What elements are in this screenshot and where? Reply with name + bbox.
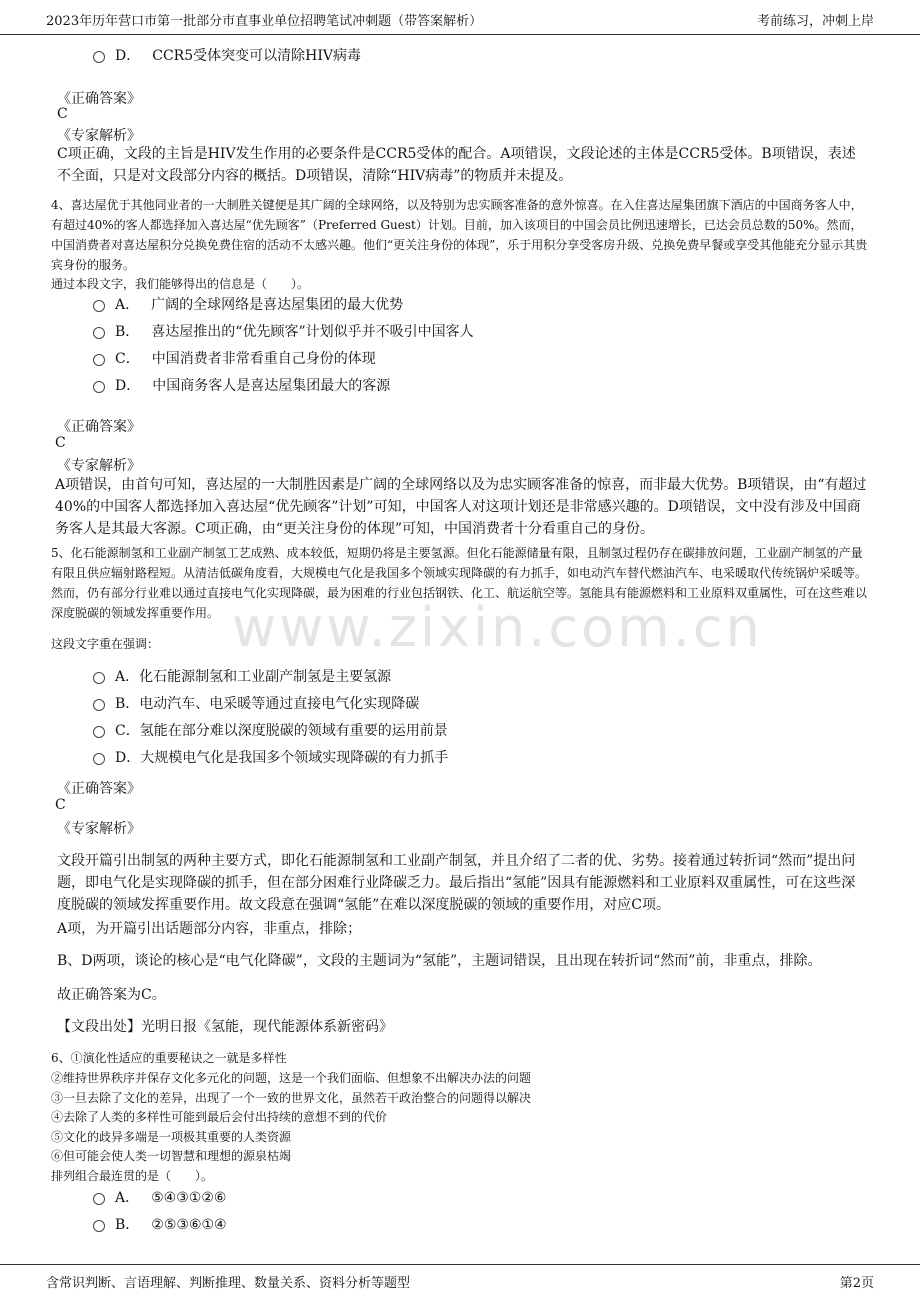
radio-icon[interactable] — [93, 327, 105, 339]
q5-option-d[interactable]: D．大规模电气化是我国多个领域实现降碳的有力抓手 — [93, 746, 448, 770]
q4-option-b[interactable]: B． 喜达屋推出的“优先顾客”计划似乎并不吸引中国客人 — [93, 320, 474, 344]
analysis-paragraph: B、D两项，谈论的核心是“电气化降碳”，文段的主题词为“氢能”，主题词错误，且出现在转折词“然而”前，非重点，排除。 — [57, 953, 822, 969]
radio-icon[interactable] — [93, 699, 105, 711]
radio-icon[interactable] — [93, 672, 105, 684]
question-stem: 6、①演化性适应的重要秘诀之一就是多样性 — [51, 1051, 287, 1065]
q3-option-d[interactable]: D． CCR5受体突变可以清除HIV病毒 — [93, 44, 361, 68]
question-line: ⑥但可能会使人类一切智慧和理想的源泉枯竭 — [51, 1149, 292, 1163]
radio-icon[interactable] — [93, 381, 105, 393]
question-stem: 4、喜达屋优于其他同业者的一大制胜关键便是其广阔的全球网络，以及特别为忠实顾客准备的意外惊喜。在入住喜达屋集团旗下酒店的中国商务客人中，有超过40%的客人都选择加入喜达屋“优先顾客”（Preferred Guest）计划。目前，加入该项目的中国会员比例迅速增长，已达会员总数的50%。然而，中国消费者对喜达屋积分兑换免费住宿的活动不太感兴趣。他们“更关注身份的体现”，乐于用积分享受客房升级、兑换免费早餐或享受其他能充分显示其贵宾身份的服务。 — [51, 198, 868, 272]
question-prompt: 通过本段文字，我们能够得出的信息是（ ）。 — [51, 277, 310, 291]
q4-option-c[interactable]: C． 中国消费者非常看重自己身份的体现 — [93, 347, 376, 371]
q5-option-c[interactable]: C．氢能在部分难以深度脱碳的领域有重要的运用前景 — [93, 719, 448, 743]
radio-icon[interactable] — [93, 753, 105, 765]
header-tagline: 考前练习，冲刺上岸 — [756, 14, 874, 29]
page-header — [0, 0, 920, 35]
answer-label: 《正确答案》 — [57, 91, 141, 107]
question-stem: 5、化石能源制氢和工业副产制氢工艺成熟、成本较低，短期仍将是主要氢源。但化石能源储量有限，且制氢过程仍存在碳排放问题，工业副产制氢的产量有限且供应辐射路程短。从清洁低碳角度看，大规模电气化是我国多个领域实现降碳的有力抓手，如电动汽车替代燃油汽车、电采暖取代传统锅炉采暖等。然而，仍有部分行业难以通过直接电气化实现降碳，最为困难的行业包括钢铁、化工、航运航空等。氢能具有能源燃料和工业原料双重属性，可在这些难以深度脱碳的领域发挥重要作用。 — [51, 546, 868, 620]
radio-icon[interactable] — [93, 726, 105, 738]
question-line: ④去除了人类的多样性可能到最后会付出持续的意想不到的代价 — [51, 1110, 388, 1124]
radio-icon[interactable] — [93, 1220, 105, 1232]
answer-label: 《正确答案》 — [57, 419, 141, 435]
analysis-text: A项错误，由首句可知，喜达屋的一大制胜因素是广阔的全球网络以及为忠实顾客准备的惊喜，而非最大优势。B项错误，由“有超过40%的中国客人都选择加入喜达屋“优先顾客”计划”可知，中国客人对这项计划还是非常感兴趣的。D项错误，文中没有涉及中国商务客人是其最大客源。C项正确，由“更关注身份的体现”可知，中国消费者十分看重自己的身份。 — [55, 477, 867, 537]
answer-value: C — [57, 106, 68, 122]
watermark: www.zixin.com.cn — [232, 596, 763, 659]
answer-label: 《正确答案》 — [57, 781, 141, 797]
question-line: ③一旦去除了文化的差异，出现了一个一致的世界文化，虽然若干政治整合的问题得以解决 — [51, 1091, 532, 1105]
radio-icon[interactable] — [93, 354, 105, 366]
question-line: ⑤文化的歧异多端是一项极其重要的人类资源 — [51, 1130, 292, 1144]
analysis-label: 《专家解析》 — [57, 458, 141, 474]
radio-icon[interactable] — [93, 300, 105, 312]
footer-note: 含常识判断、言语理解、判断推理、数量关系、资料分析等题型 — [46, 1276, 411, 1291]
q5-option-a[interactable]: A．化石能源制氢和工业副产制氢是主要氢源 — [93, 665, 391, 689]
source-citation: 【文段出处】光明日报《氢能，现代能源体系新密码》 — [57, 1019, 393, 1035]
analysis-paragraph: 故正确答案为C。 — [57, 987, 166, 1003]
question-prompt: 排列组合最连贯的是（ ）。 — [51, 1169, 214, 1183]
analysis-label: 《专家解析》 — [57, 821, 141, 837]
analysis-paragraph: 文段开篇引出制氢的两种主要方式，即化石能源制氢和工业副产制氢，并且介绍了二者的优、劣势。接着通过转折词“然而”提出问题，即电气化是实现降碳的抓手，但在部分困难行业降碳乏力。最后指出“氢能”因具有能源燃料和工业原料双重属性，可在这些深度脱碳的领域发挥重要作用。故文段意在强调“氢能”在难以深度脱碳的领域的重要作用，对应C项。 — [57, 853, 856, 913]
answer-value: C — [55, 797, 66, 813]
q6-option-b[interactable]: B． ②⑤③⑥①④ — [93, 1213, 227, 1237]
question-line: ②维持世界秩序并保存文化多元化的问题，这是一个我们面临、但想象不出解决办法的问题 — [51, 1071, 532, 1085]
answer-value: C — [55, 435, 66, 451]
analysis-text: C项正确，文段的主旨是HIV发生作用的必要条件是CCR5受体的配合。A项错误，文段论述的主体是CCR5受体。B项错误，表述不全面，只是对文段部分内容的概括。D项错误，清除“HIV病毒”的物质并未提及。 — [57, 146, 856, 184]
page-footer — [0, 1264, 920, 1303]
analysis-paragraph: A项，为开篇引出话题部分内容，非重点，排除； — [57, 921, 362, 937]
analysis-label: 《专家解析》 — [57, 128, 141, 144]
q4-option-a[interactable]: A． 广阔的全球网络是喜达屋集团的最大优势 — [93, 293, 403, 317]
q4-option-d[interactable]: D． 中国商务客人是喜达屋集团最大的客源 — [93, 374, 390, 398]
radio-icon[interactable] — [93, 1193, 105, 1205]
question-prompt: 这段文字重在强调： — [51, 637, 160, 651]
page-number: 第2页 — [839, 1276, 874, 1291]
q5-option-b[interactable]: B．电动汽车、电采暖等通过直接电气化实现降碳 — [93, 692, 419, 716]
document-title: 2023年历年营口市第一批部分市直事业单位招聘笔试冲刺题（带答案解析） — [46, 14, 483, 29]
radio-icon[interactable] — [93, 51, 105, 63]
q6-option-a[interactable]: A． ⑤④③①②⑥ — [93, 1186, 226, 1210]
